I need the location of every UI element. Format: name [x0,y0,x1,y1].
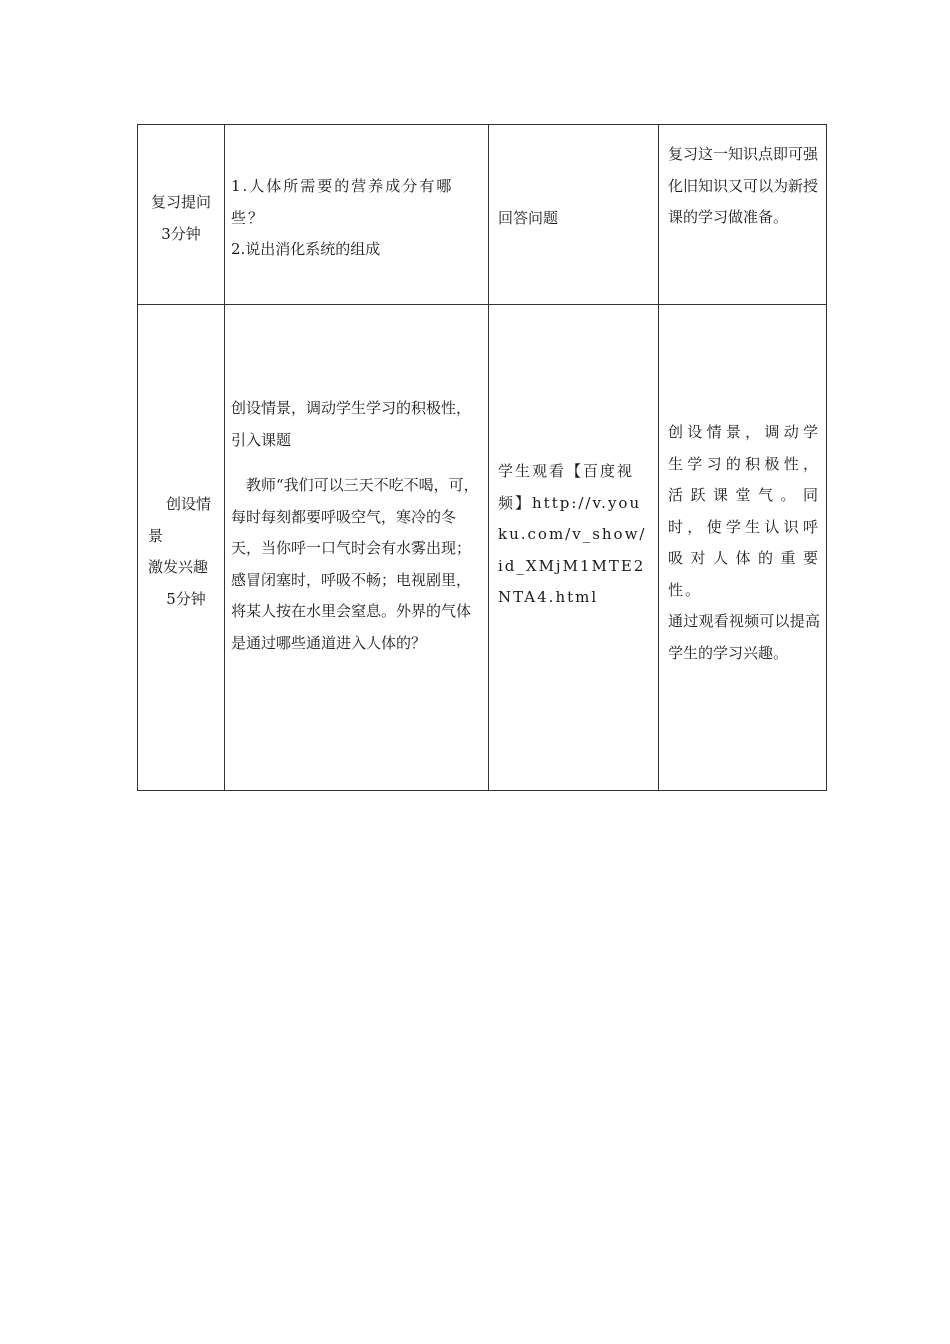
design-intent: 创设情景，调动学生学习的积极性，活跃课堂气。同时，使学生认识呼吸对人体的重要性。 [668,423,820,599]
design-intent: 复习这一知识点即可强化旧知识又可以为新授课的学习做准备。 [668,145,819,226]
column-divider [488,125,489,790]
stage-title: 创设情景 [148,495,212,545]
teacher-question: 教师“我们可以三天不吃不喝，可，每时每刻都要呼吸空气，寒冷的冬天，当你呼一口气时会有水雾出现；感冒闭塞时，呼吸不畅；电视剧里，将某人按在水里会窒息。外界的气体是通过哪些通道进入人体的？ [231,476,479,652]
row1-student-cell [498,203,653,235]
stage-duration: 3分钟 [161,224,201,243]
row-divider [138,304,826,305]
teacher-intro: 创设情景，调动学生学习的积极性，引入课题 [231,399,472,449]
row2-intent-cell [668,417,820,669]
student-activity: 学生观看【百度视频】http://v.youku.com/v_show/id_XMjM1MTE2NTA4.html [498,462,647,606]
teacher-question-1: 1.人体所需要的营养成分有哪些？ [231,177,454,227]
design-intent-2: 通过观看视频可以提高学生的学习兴趣。 [668,612,820,662]
stage-duration: 5分钟 [166,589,206,608]
student-activity: 回答问题 [498,209,559,227]
row2-student-cell [498,456,651,614]
row1-stage-cell [138,187,224,250]
row1-intent-cell [668,139,818,234]
teacher-question-2: 2.说出消化系统的组成 [231,240,381,258]
column-divider [224,125,225,790]
row2-stage-cell [148,489,224,615]
row2-teacher-cell [231,393,483,659]
row1-teacher-cell [231,171,483,266]
stage-title: 复习提问 [150,193,211,211]
column-divider [658,125,659,790]
stage-subtitle: 激发兴趣 [148,558,209,576]
lesson-plan-table [137,124,827,791]
